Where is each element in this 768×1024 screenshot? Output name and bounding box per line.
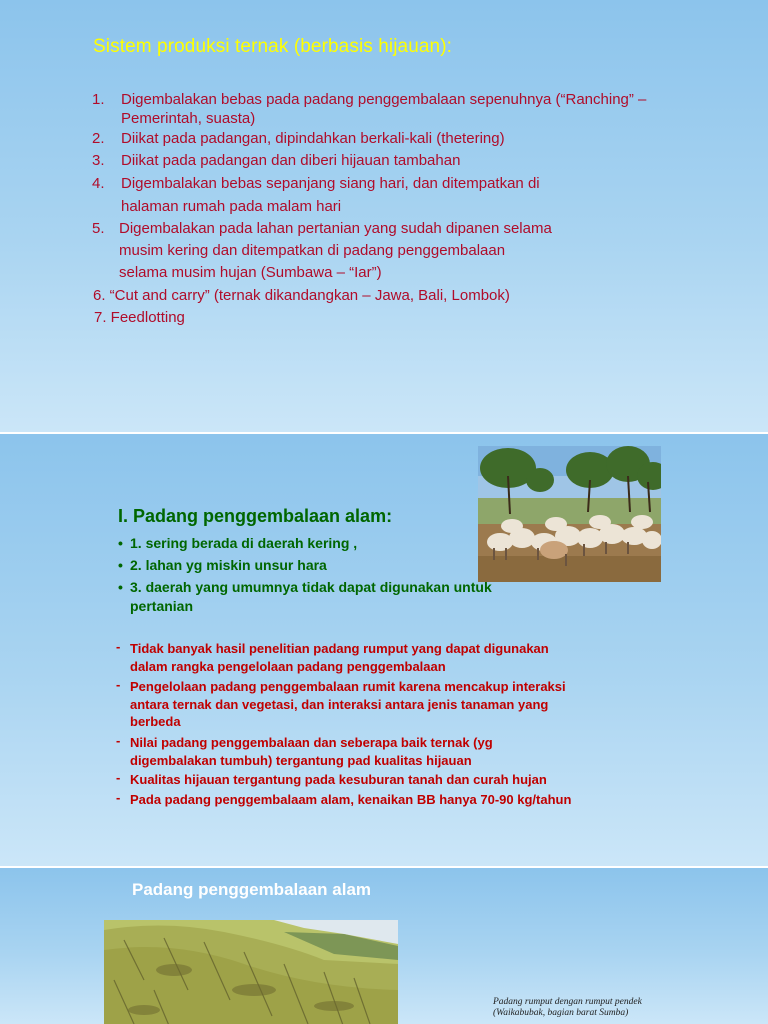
bullet-marker: •	[118, 579, 123, 595]
point-text: digembalakan tumbuh) tergantung pad kualitas hijauan	[130, 752, 472, 768]
item-text: selama musim hujan (Sumbawa – “Iar”)	[119, 264, 382, 281]
point-text: antara ternak dan vegetasi, dan interaksi antara jenis tanaman yang	[130, 696, 549, 712]
dash-marker: -	[116, 733, 121, 748]
point-text: berbeda	[130, 714, 181, 729]
item-text: Diikat pada padangan, dipindahkan berkali-kali (thetering)	[121, 130, 505, 147]
dash-marker: -	[116, 770, 121, 785]
photo-caption	[493, 997, 642, 1019]
bullet-text: 2. lahan yg miskin unsur hara	[130, 557, 327, 573]
point-text: Nilai padang penggembalaan dan seberapa baik ternak (yg	[130, 735, 493, 750]
slide-title: Padang penggembalaan alam	[132, 880, 372, 899]
dash-marker: -	[116, 790, 121, 805]
slide-production-systems	[0, 0, 768, 432]
point-text: Pengelolaan padang penggembalaan rumit karena mencakup interaksi	[130, 679, 566, 694]
bullet-marker: •	[118, 557, 123, 573]
item-text: Pemerintah, suasta)	[121, 110, 256, 127]
point-text: dalam rangka pengelolaan padang penggembalaan	[130, 658, 446, 674]
cattle-herd-photo	[478, 446, 661, 582]
slide-natural-pasture-photo	[0, 868, 768, 1024]
point-text: Kualitas hijauan tergantung pada kesuburan tanah dan curah hujan	[130, 772, 547, 787]
point-text: Tidak banyak hasil penelitian padang rumput yang dapat digunakan	[130, 641, 549, 656]
caption-line: (Waikabubak, bagian barat Sumba)	[493, 1008, 629, 1018]
slide-title: Sistem produksi ternak (berbasis hijauan):	[93, 36, 453, 57]
item-number: 3.	[92, 152, 105, 169]
item-number: 4.	[92, 175, 105, 192]
bullet-text: 1. sering berada di daerah kering ,	[130, 535, 358, 551]
point-text: Pada padang penggembalaam alam, kenaikan BB hanya 70-90 kg/tahun	[130, 792, 572, 807]
bullet-marker: •	[118, 535, 123, 551]
item-text: musim kering dan ditempatkan di padang penggembalaan	[119, 242, 506, 259]
item-number: 5.	[92, 220, 105, 237]
item-text: halaman rumah pada malam hari	[121, 198, 342, 215]
caption-line: Padang rumput dengan rumput pendek	[493, 997, 642, 1007]
slide-natural-pasture	[0, 434, 768, 866]
bullet-text: pertanian	[130, 598, 194, 614]
item-text: Digembalakan bebas pada padang penggembalaan sepenuhnya (“Ranching” –	[121, 91, 647, 108]
dash-marker: -	[116, 677, 121, 692]
item-text: 6. “Cut and carry” (ternak dikandangkan – Jawa, Bali, Lombok)	[93, 287, 510, 304]
bullet-text: 3. daerah yang umumnya tidak dapat digunakan untuk	[130, 579, 492, 595]
item-text: Digembalakan pada lahan pertanian yang sudah dipanen selama	[119, 220, 552, 237]
item-text: Digembalakan bebas sepanjang siang hari, dan ditempatkan di	[121, 175, 540, 192]
item-text: Diikat pada padangan dan diberi hijauan tambahan	[121, 152, 461, 169]
grassland-hill-photo	[104, 920, 398, 1024]
dash-marker: -	[116, 639, 121, 654]
item-text: 7. Feedlotting	[94, 309, 185, 326]
section-heading: I. Padang penggembalaan alam:	[118, 506, 393, 526]
item-number: 2.	[92, 130, 105, 147]
item-number: 1.	[92, 91, 105, 108]
